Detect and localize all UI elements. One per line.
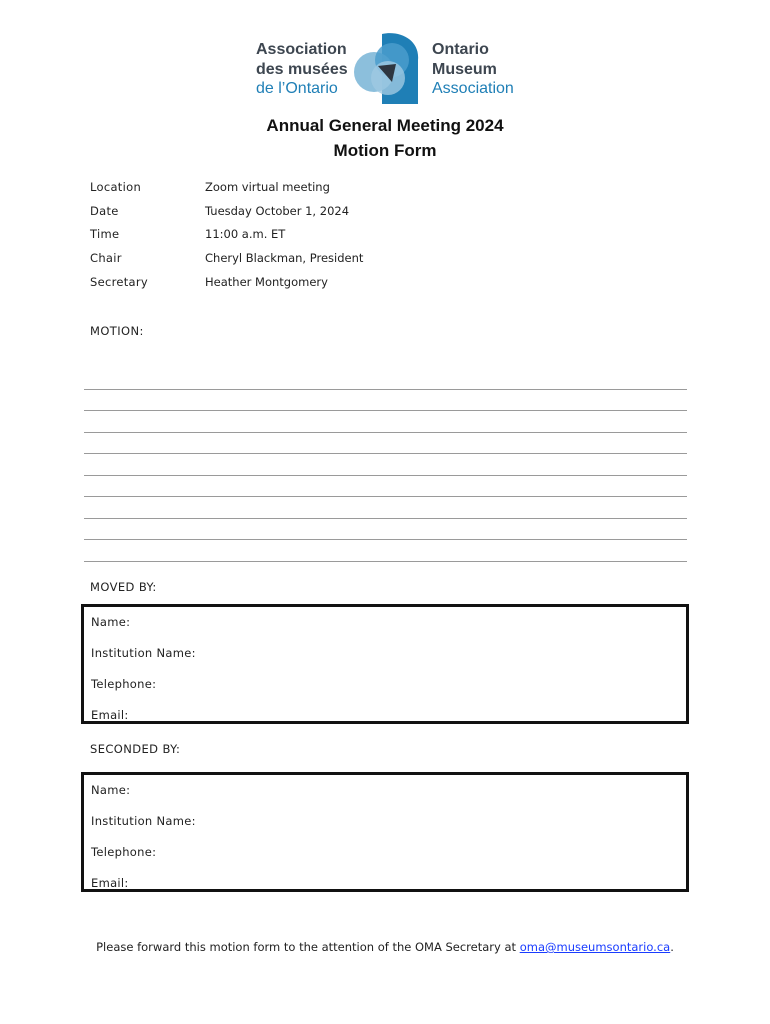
seconded-by-institution-field[interactable]: Institution Name: bbox=[91, 814, 196, 828]
seconded-by-email-field[interactable]: Email: bbox=[91, 876, 129, 890]
footer-note bbox=[0, 940, 770, 954]
motion-line[interactable] bbox=[84, 540, 687, 562]
seconded-by-box[interactable] bbox=[81, 772, 689, 892]
page-title: Annual General Meeting 2024 bbox=[266, 116, 504, 135]
moved-by-label: MOVED BY: bbox=[90, 580, 157, 594]
seconded-by-telephone-field[interactable]: Telephone: bbox=[91, 845, 157, 859]
seconded-by-name-field[interactable]: Name: bbox=[91, 783, 131, 797]
chair-value: Cheryl Blackman, President bbox=[205, 251, 364, 265]
motion-line[interactable] bbox=[84, 519, 687, 541]
date-label: Date bbox=[90, 204, 119, 218]
page-subtitle: Motion Form bbox=[333, 141, 437, 160]
motion-line[interactable] bbox=[84, 368, 687, 390]
footer-text: Please forward this motion form to the attention of the OMA Secretary at bbox=[96, 940, 520, 954]
chair-label: Chair bbox=[90, 251, 122, 265]
secretary-email-link[interactable]: oma@museumsontario.ca bbox=[519, 940, 671, 954]
secretary-label: Secretary bbox=[90, 275, 149, 289]
motion-line[interactable] bbox=[84, 454, 687, 476]
logo-text-english bbox=[432, 40, 532, 99]
logo-line: des musées bbox=[256, 60, 348, 78]
moved-by-email-field[interactable]: Email: bbox=[91, 708, 129, 722]
motion-line[interactable] bbox=[84, 497, 687, 519]
time-label: Time bbox=[90, 227, 120, 241]
moved-by-telephone-field[interactable]: Telephone: bbox=[91, 677, 157, 691]
location-label: Location bbox=[90, 180, 142, 194]
time-value: 11:00 a.m. ET bbox=[205, 227, 286, 241]
motion-label: MOTION: bbox=[90, 324, 144, 338]
motion-line[interactable] bbox=[84, 390, 687, 412]
oma-logo-icon bbox=[352, 32, 424, 106]
seconded-by-label: SECONDED BY: bbox=[90, 742, 181, 756]
logo-line: Association bbox=[256, 41, 347, 58]
logo-line: Museum bbox=[432, 60, 497, 78]
logo-text-french bbox=[256, 40, 348, 99]
logo-line: de l’Ontario bbox=[256, 80, 338, 97]
logo-line: Ontario bbox=[432, 41, 489, 58]
motion-text-area[interactable] bbox=[84, 368, 687, 562]
secretary-value: Heather Montgomery bbox=[205, 275, 328, 289]
moved-by-box[interactable] bbox=[81, 604, 689, 724]
motion-line[interactable] bbox=[84, 411, 687, 433]
footer-end: . bbox=[670, 940, 674, 954]
moved-by-institution-field[interactable]: Institution Name: bbox=[91, 646, 196, 660]
moved-by-name-field[interactable]: Name: bbox=[91, 615, 131, 629]
motion-line[interactable] bbox=[84, 476, 687, 498]
logo-line: Association bbox=[432, 80, 514, 97]
motion-line[interactable] bbox=[84, 433, 687, 455]
location-value: Zoom virtual meeting bbox=[205, 180, 330, 194]
date-value: Tuesday October 1, 2024 bbox=[205, 204, 350, 218]
